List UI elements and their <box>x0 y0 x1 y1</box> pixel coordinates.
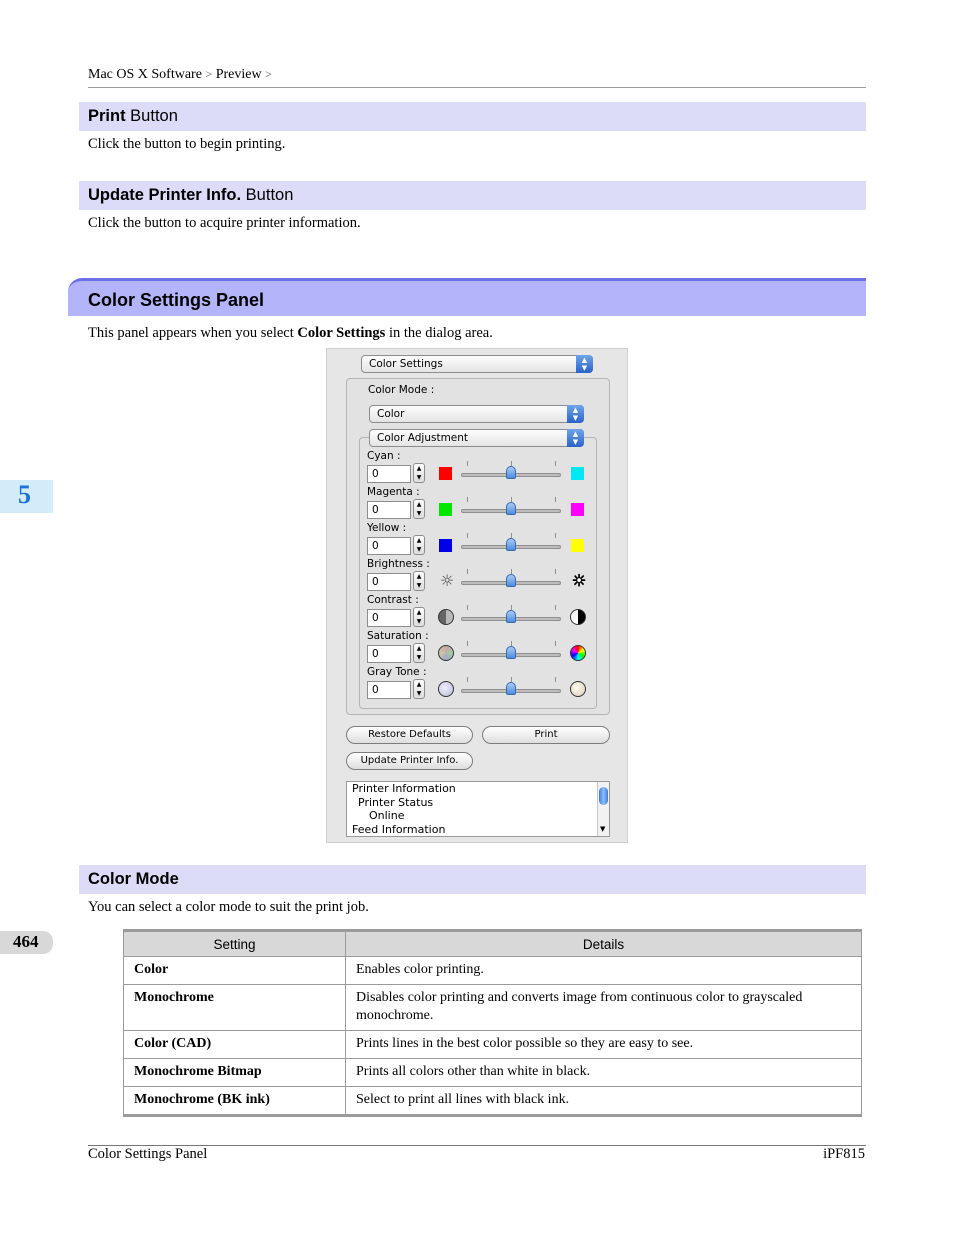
slider-tick <box>467 677 468 682</box>
color-mode-popup[interactable] <box>369 405 584 423</box>
warm-gray-icon <box>570 681 586 697</box>
breadcrumb-item: Mac OS X Software <box>88 67 202 82</box>
breadcrumb-separator: > <box>265 67 272 81</box>
high-saturation-icon <box>570 645 586 661</box>
details-cell: Select to print all lines with black ink. <box>346 1087 862 1116</box>
list-item[interactable]: Printer Status <box>358 796 434 809</box>
slider-tick <box>467 497 468 502</box>
cool-gray-icon <box>438 681 454 697</box>
table-header: Setting <box>124 931 346 957</box>
slider-tick <box>467 533 468 538</box>
scroll-down-arrow-icon[interactable]: ▼ <box>600 824 606 833</box>
intro-text: This panel appears when you select <box>88 325 298 341</box>
blue-swatch-icon <box>439 539 452 552</box>
table-row <box>124 1031 862 1059</box>
footer-model: iPF815 <box>823 1146 865 1162</box>
setting-cell: Monochrome Bitmap <box>124 1059 346 1087</box>
setting-cell: Monochrome (BK ink) <box>124 1087 346 1116</box>
slider-tick <box>555 497 556 502</box>
popup-arrows-icon: ▲ ▼ <box>567 429 584 447</box>
list-item[interactable]: Online <box>369 809 405 822</box>
color-mode-description: You can select a color mode to suit the print job. <box>88 899 369 915</box>
adjustment-value-field[interactable]: 0 <box>367 645 411 663</box>
scroll-thumb[interactable] <box>599 787 608 805</box>
list-item[interactable]: Printer Information <box>352 782 456 795</box>
footer-section-title: Color Settings Panel <box>88 1146 208 1162</box>
table-row <box>124 1059 862 1087</box>
intro-bold: Color Settings <box>297 325 386 341</box>
restore-defaults-button[interactable]: Restore Defaults <box>346 726 473 744</box>
adjustment-label: Brightness : <box>367 558 430 570</box>
popup-arrows-icon: ▲ ▼ <box>567 405 584 423</box>
slider-tick <box>467 569 468 574</box>
adjustment-label: Contrast : <box>367 594 419 606</box>
slider-knob[interactable] <box>506 646 516 659</box>
value-stepper[interactable]: ▲ ▼ <box>413 499 425 519</box>
cyan-swatch-icon <box>571 467 584 480</box>
slider-tick <box>555 605 556 610</box>
green-swatch-icon <box>439 503 452 516</box>
heading-title: Color Mode <box>88 870 179 888</box>
print-button-description: Click the button to begin printing. <box>88 136 286 152</box>
update-button-description: Click the button to acquire printer information. <box>88 215 361 231</box>
update-printer-info-button[interactable]: Update Printer Info. <box>346 752 473 770</box>
slider-knob[interactable] <box>506 538 516 551</box>
setting-cell: Color (CAD) <box>124 1031 346 1059</box>
adjustment-value-field[interactable]: 0 <box>367 681 411 699</box>
popup-label: Color Adjustment <box>377 432 469 444</box>
slider-tick <box>467 641 468 646</box>
value-stepper[interactable]: ▲ ▼ <box>413 535 425 555</box>
list-item[interactable]: Feed Information <box>352 823 446 836</box>
slider-knob[interactable] <box>506 502 516 515</box>
slider-tick <box>555 677 556 682</box>
list-scrollbar[interactable] <box>597 782 609 836</box>
popup-label: Color <box>377 408 405 420</box>
details-cell: Disables color printing and converts image from continuous color to grayscaled monochrome. <box>346 985 862 1031</box>
high-contrast-icon <box>570 609 586 625</box>
table-row <box>124 1087 862 1116</box>
color-settings-panel-screenshot <box>326 348 628 843</box>
page-number-tab <box>0 931 53 954</box>
adjustment-value-field[interactable]: 0 <box>367 573 411 591</box>
adjustment-value-field[interactable]: 0 <box>367 537 411 555</box>
header-divider <box>88 87 866 88</box>
adjustment-label: Yellow : <box>367 522 407 534</box>
section-heading-print-button <box>79 102 866 131</box>
slider-knob[interactable] <box>506 466 516 479</box>
slider-tick <box>555 641 556 646</box>
print-button[interactable]: Print <box>482 726 610 744</box>
yellow-swatch-icon <box>571 539 584 552</box>
setting-cell: Color <box>124 957 346 985</box>
adjustment-value-field[interactable]: 0 <box>367 609 411 627</box>
setting-cell: Monochrome <box>124 985 346 1031</box>
slider-knob[interactable] <box>506 682 516 695</box>
slider-tick <box>555 461 556 466</box>
value-stepper[interactable]: ▲ ▼ <box>413 679 425 699</box>
low-saturation-icon <box>438 645 454 661</box>
chapter-tab <box>0 480 53 513</box>
panel-selector-popup[interactable] <box>361 355 593 373</box>
breadcrumb-item: Preview <box>215 67 262 82</box>
heading-title: Color Settings Panel <box>88 290 265 310</box>
printer-info-list[interactable] <box>346 781 610 837</box>
adjustment-label: Saturation : <box>367 630 429 642</box>
heading-bold: Update Printer Info. <box>88 186 242 204</box>
adjustment-label: Magenta : <box>367 486 420 498</box>
adjustment-value-field[interactable]: 0 <box>367 465 411 483</box>
bright-sun-icon: ☀ <box>571 571 587 590</box>
heading-rest: Button <box>125 107 178 125</box>
slider-tick <box>467 461 468 466</box>
table-row <box>124 985 862 1031</box>
chapter-number: 5 <box>18 480 31 509</box>
slider-tick <box>555 533 556 538</box>
color-mode-table <box>123 929 862 1117</box>
slider-knob[interactable] <box>506 574 516 587</box>
table-row <box>124 957 862 985</box>
red-swatch-icon <box>439 467 452 480</box>
value-stepper[interactable]: ▲ ▼ <box>413 571 425 591</box>
breadcrumb <box>88 67 272 83</box>
details-cell: Prints all colors other than white in black. <box>346 1059 862 1087</box>
heading-bold: Print <box>88 107 126 125</box>
adjustment-value-field[interactable]: 0 <box>367 501 411 519</box>
table-header-row <box>124 931 862 957</box>
adjustment-label: Cyan : <box>367 450 401 462</box>
slider-tick <box>555 569 556 574</box>
heading-rest: Button <box>241 186 294 204</box>
color-settings-intro <box>88 325 493 342</box>
magenta-swatch-icon <box>571 503 584 516</box>
low-contrast-icon <box>438 609 454 625</box>
details-cell: Enables color printing. <box>346 957 862 985</box>
value-stepper[interactable]: ▲ ▼ <box>413 463 425 483</box>
value-stepper[interactable]: ▲ ▼ <box>413 607 425 627</box>
breadcrumb-separator: > <box>205 67 213 81</box>
color-mode-label: Color Mode : <box>368 384 435 396</box>
popup-arrows-icon: ▲ ▼ <box>576 355 593 373</box>
slider-knob[interactable] <box>506 610 516 623</box>
section-heading-color-mode <box>79 865 866 894</box>
popup-label: Color Settings <box>369 358 443 370</box>
color-adjustment-popup[interactable] <box>369 429 584 447</box>
dim-sun-icon: ☼ <box>439 571 455 590</box>
slider-tick <box>467 605 468 610</box>
section-heading-color-settings <box>68 278 866 316</box>
intro-text: in the dialog area. <box>385 325 493 341</box>
details-cell: Prints lines in the best color possible so they are easy to see. <box>346 1031 862 1059</box>
adjustment-label: Gray Tone : <box>367 666 427 678</box>
value-stepper[interactable]: ▲ ▼ <box>413 643 425 663</box>
table-header: Details <box>346 931 862 957</box>
page-number: 464 <box>13 932 39 951</box>
section-heading-update-button <box>79 181 866 210</box>
